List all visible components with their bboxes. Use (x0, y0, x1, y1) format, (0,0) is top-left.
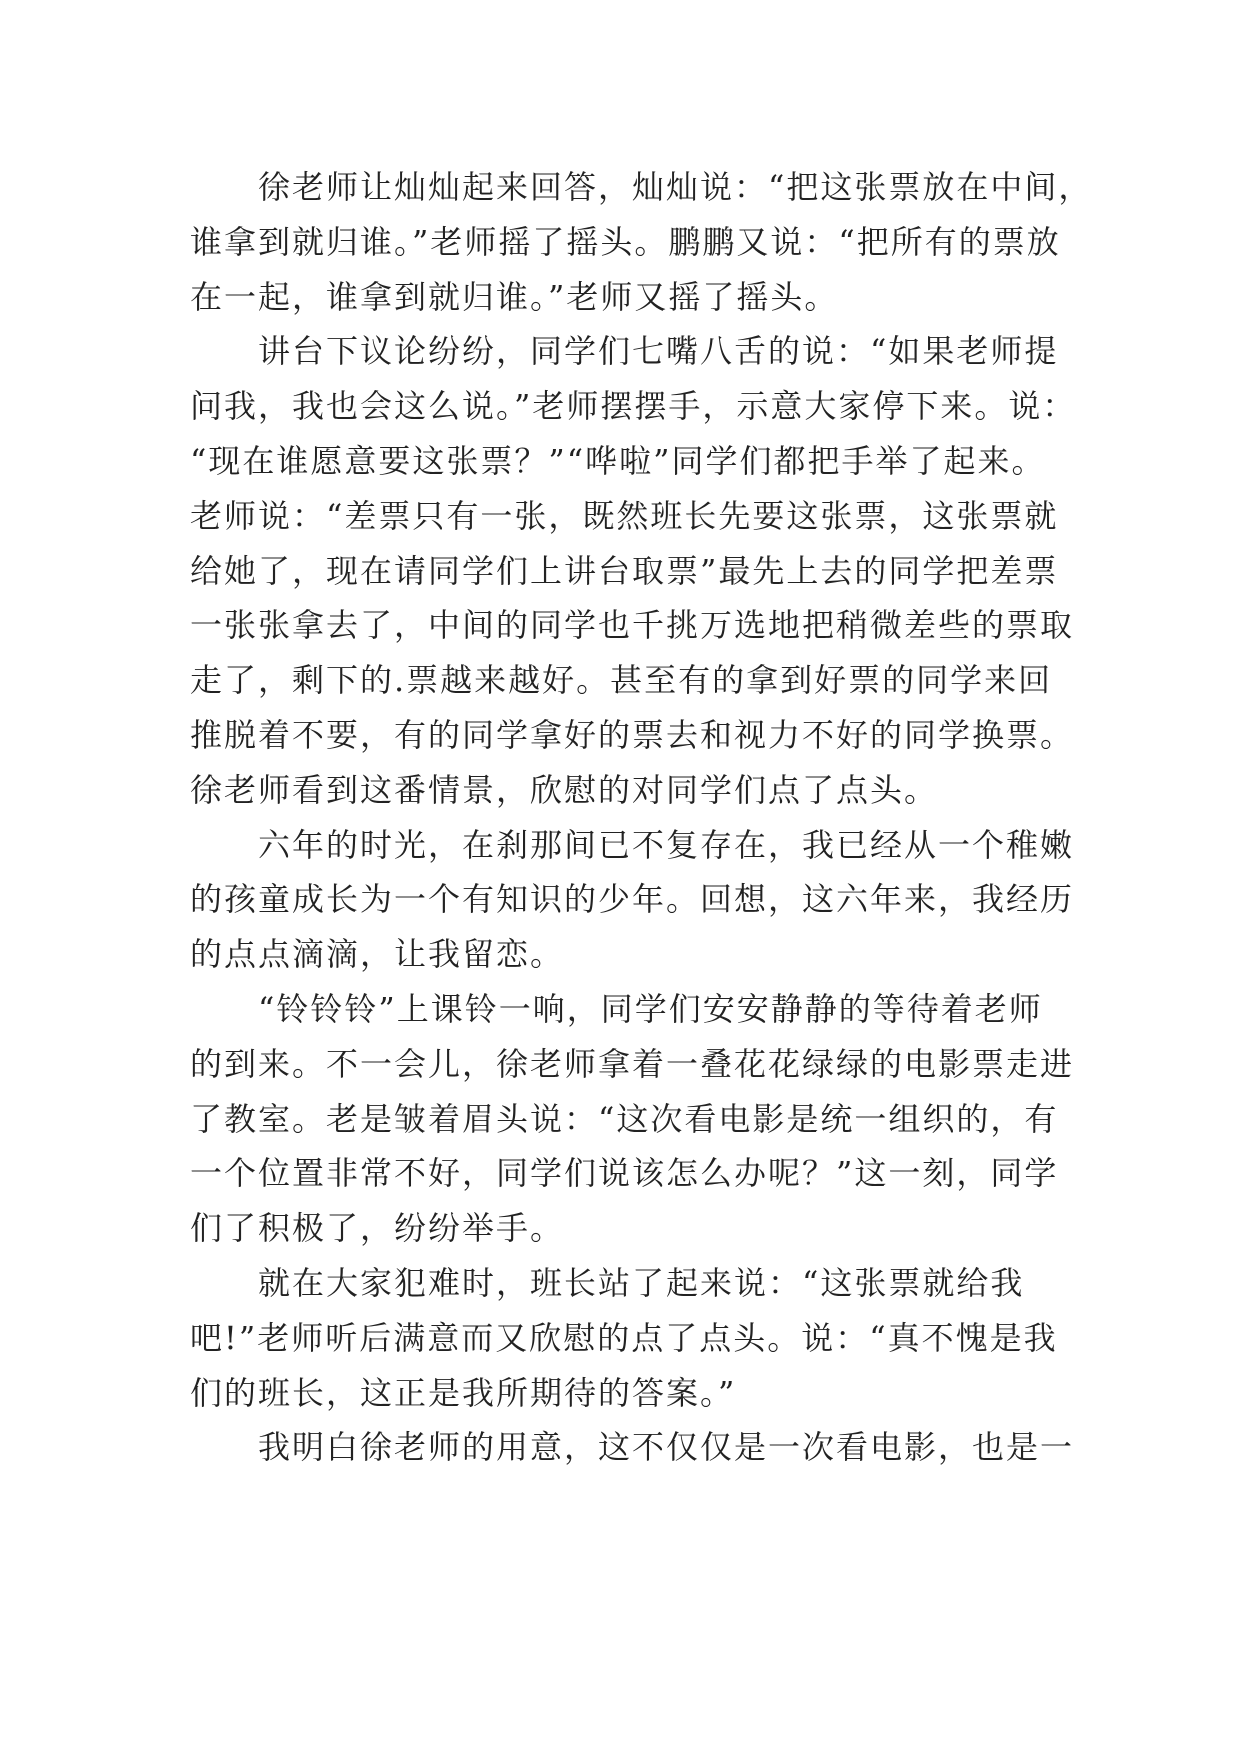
paragraph (190, 324, 1090, 817)
text-line: 的到来。不一会儿，徐老师拿着一叠花花绿绿的电影票走进 (190, 1044, 1075, 1083)
text-line: 吧!”老师听后满意而又欣慰的点了点头。说：“真不愧是我 (190, 1318, 1058, 1357)
text-line: 谁拿到就归谁。”老师摇了摇头。鹏鹏又说：“把所有的票放 (190, 222, 1061, 261)
paragraph (190, 982, 1090, 1256)
text-line: 在一起，谁拿到就归谁。”老师又摇了摇头。 (190, 277, 839, 316)
text-line: 走了，剩下的.票越来越好。甚至有的拿到好票的同学来回 (190, 661, 1053, 700)
text-line: 我明白徐老师的用意，这不仅仅是一次看电影，也是一 (258, 1428, 1075, 1467)
text-line: 给她了，现在请同学们上讲台取票”最先上去的同学把差票 (190, 551, 1059, 590)
text-line: 讲台下议论纷纷，同学们七嘴八舌的说：“如果老师提 (258, 332, 1059, 371)
text-line: 老师说：“差票只有一张，既然班长先要这张票，这张票就 (190, 496, 1059, 535)
text-line: 徐老师让灿灿起来回答，灿灿说：“把这张票放在中间， (258, 168, 1093, 206)
text-line: 推脱着不要，有的同学拿好的票去和视力不好的同学换票。 (190, 715, 1075, 754)
text-line: 就在大家犯难时，班长站了起来说：“这张票就给我 (258, 1263, 1025, 1302)
text-line: 六年的时光，在刹那间已不复存在，我已经从一个稚嫩 (258, 825, 1075, 864)
text-line: 的点点滴滴，让我留恋。 (190, 935, 565, 974)
text-line: 徐老师看到这番情景，欣慰的对同学们点了点头。 (190, 770, 939, 809)
paragraph (190, 1420, 1090, 1475)
text-line: 了教室。老是皱着眉头说：“这次看电影是统一组织的，有 (190, 1099, 1059, 1138)
text-line: 问我，我也会这么说。”老师摆摆手，示意大家停下来。说： (190, 387, 1077, 426)
document-body (190, 160, 1093, 1475)
paragraph (190, 160, 1093, 324)
text-line: 们了积极了，纷纷举手。 (190, 1209, 565, 1248)
text-line: “铃铃铃”上课铃一响，同学们安安静静的等待着老师 (258, 989, 1043, 1028)
paragraph (190, 818, 1090, 982)
text-line: 的孩童成长为一个有知识的少年。回想，这六年来，我经历 (190, 880, 1075, 919)
paragraph (190, 1256, 1090, 1420)
text-line: 一张张拿去了，中间的同学也千挑万选地把稍微差些的票取 (190, 606, 1075, 645)
text-line: 们的班长，这正是我所期待的答案。” (190, 1373, 737, 1412)
text-line: “现在谁愿意要这张票？”“哗啦”同学们都把手举了起来。 (190, 441, 1046, 480)
text-line: 一个位置非常不好，同学们说该怎么办呢？”这一刻，同学 (190, 1154, 1059, 1193)
